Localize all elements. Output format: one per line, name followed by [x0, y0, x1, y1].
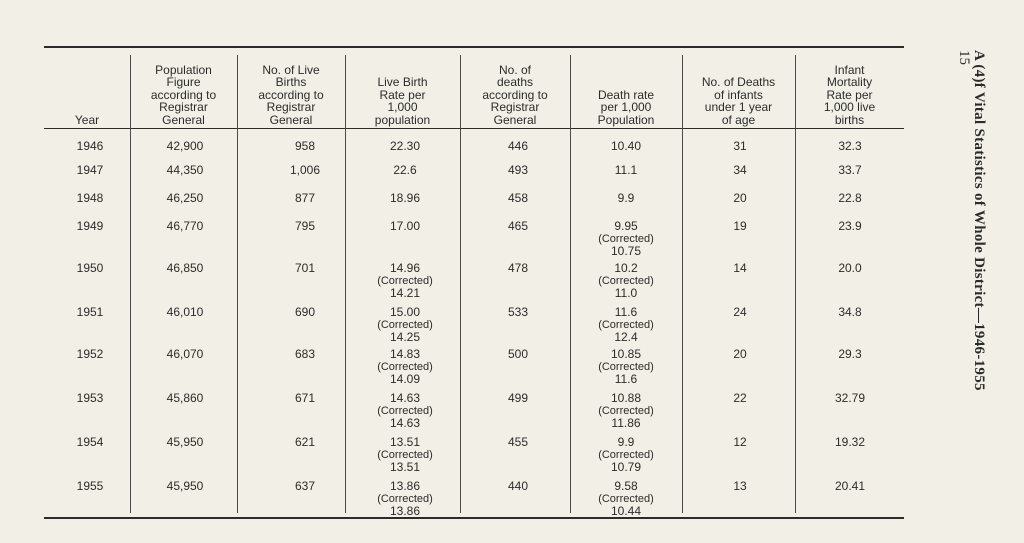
cell-birth_rate_corrected: 14.25: [389, 330, 421, 344]
cell-death_rate_corrected: 11.0: [614, 286, 638, 300]
corrected-label: (Corrected): [377, 275, 433, 287]
cell-deaths: 458: [507, 191, 529, 205]
header-year: [44, 52, 130, 128]
cell-population: 45,950: [166, 435, 204, 449]
header-label: No. of deaths according to Registrar General: [482, 62, 548, 127]
cell-live_births: 621: [294, 435, 316, 449]
table-header-rule: [44, 128, 904, 129]
cell-year: 1953: [76, 391, 104, 405]
cell-year: 1951: [76, 305, 104, 319]
cell-infant_mortality: 33.7: [838, 163, 862, 177]
cell-infant_mortality: 22.8: [838, 191, 862, 205]
cell-population: 45,950: [166, 479, 204, 493]
corrected-label: (Corrected): [377, 449, 433, 461]
cell-year: 1955: [76, 479, 104, 493]
corrected-label: (Corrected): [598, 405, 654, 417]
cell-live_births: 671: [294, 391, 316, 405]
cell-live_births: 958: [294, 139, 316, 153]
cell-infant_deaths: 22: [733, 391, 747, 405]
cell-year: 1950: [76, 261, 104, 275]
cell-infant_mortality: 29.3: [838, 347, 862, 361]
cell-infant_mortality: 20.41: [834, 479, 866, 493]
cell-birth_rate_corrected: 14.21: [389, 286, 421, 300]
cell-live_births: 690: [294, 305, 316, 319]
header-label: Year: [74, 112, 100, 127]
cell-deaths: 465: [507, 219, 529, 233]
cell-birth_rate_corrected: 14.09: [389, 372, 421, 386]
cell-population: 46,010: [166, 305, 204, 319]
cell-live_births: 683: [294, 347, 316, 361]
cell-death_rate_corrected: 11.6: [614, 372, 638, 386]
corrected-label: (Corrected): [598, 233, 654, 245]
corrected-label: (Corrected): [598, 493, 654, 505]
cell-population: 44,350: [166, 163, 204, 177]
corrected-label: (Corrected): [377, 405, 433, 417]
cell-infant_deaths: 20: [733, 191, 747, 205]
cell-death_rate: 9.95: [614, 219, 638, 233]
cell-infant_mortality: 32.79: [834, 391, 866, 405]
cell-death_rate_corrected: 10.79: [610, 460, 642, 474]
header-live_births: [237, 52, 345, 128]
page-number: 15: [956, 50, 972, 65]
cell-infant_mortality: 19.32: [834, 435, 866, 449]
cell-deaths: 493: [507, 163, 529, 177]
header-birth_rate: [345, 52, 460, 128]
header-infant_mortality: [795, 52, 904, 128]
corrected-label: (Corrected): [598, 275, 654, 287]
cell-infant_deaths: 31: [733, 139, 747, 153]
cell-death_rate_corrected: 10.44: [610, 504, 642, 518]
cell-death_rate: 10.40: [610, 139, 642, 153]
cell-year: 1946: [76, 139, 104, 153]
cell-death_rate: 9.58: [614, 479, 638, 493]
cell-year: 1949: [76, 219, 104, 233]
header-population: [130, 52, 237, 128]
header-infant_deaths: [682, 52, 795, 128]
cell-infant_mortality: 20.0: [838, 261, 862, 275]
cell-year: 1952: [76, 347, 104, 361]
cell-deaths: 455: [507, 435, 529, 449]
cell-infant_deaths: 20: [733, 347, 747, 361]
header-death_rate: [570, 52, 682, 128]
corrected-label: (Corrected): [598, 449, 654, 461]
cell-infant_mortality: 34.8: [838, 305, 862, 319]
cell-infant_deaths: 19: [733, 219, 747, 233]
cell-birth_rate: 13.51: [389, 435, 421, 449]
cell-deaths: 478: [507, 261, 529, 275]
cell-live_births: 637: [294, 479, 316, 493]
cell-death_rate: 10.88: [610, 391, 642, 405]
cell-birth_rate: 14.83: [389, 347, 421, 361]
cell-death_rate_corrected: 11.86: [611, 416, 641, 430]
cell-live_births: 701: [294, 261, 316, 275]
cell-population: 46,070: [166, 347, 204, 361]
cell-population: 46,770: [166, 219, 204, 233]
cell-birth_rate_corrected: 13.51: [389, 460, 421, 474]
cell-birth_rate_corrected: 14.63: [389, 416, 421, 430]
cell-birth_rate: 13.86: [389, 479, 421, 493]
cell-live_births: 1,006: [289, 163, 321, 177]
table-title: A (4)f Vital Statistics of Whole District—1946-1955: [971, 50, 987, 391]
cell-deaths: 499: [507, 391, 529, 405]
cell-birth_rate: 15.00: [389, 305, 421, 319]
cell-death_rate: 11.1: [614, 163, 638, 177]
header-deaths: [460, 52, 570, 128]
cell-population: 46,850: [166, 261, 204, 275]
cell-death_rate_corrected: 10.75: [610, 244, 642, 258]
cell-birth_rate: 17.00: [389, 219, 421, 233]
cell-birth_rate: 22.6: [393, 163, 417, 177]
cell-infant_deaths: 13: [733, 479, 747, 493]
header-label: Live Birth Rate per 1,000 population: [374, 75, 431, 127]
cell-population: 46,250: [166, 191, 204, 205]
cell-death_rate_corrected: 12.4: [614, 330, 638, 344]
table-bottom-rule: [44, 517, 904, 519]
header-label: No. of Deaths of infants under 1 year of age: [701, 75, 776, 127]
cell-deaths: 446: [507, 139, 529, 153]
cell-birth_rate: 18.96: [389, 191, 421, 205]
cell-year: 1954: [76, 435, 104, 449]
cell-death_rate: 10.2: [614, 261, 638, 275]
corrected-label: (Corrected): [377, 493, 433, 505]
cell-birth_rate_corrected: 13.86: [389, 504, 421, 518]
cell-population: 45,860: [166, 391, 204, 405]
cell-death_rate: 10.85: [610, 347, 642, 361]
corrected-label: (Corrected): [598, 361, 654, 373]
cell-infant_deaths: 14: [733, 261, 747, 275]
cell-deaths: 500: [507, 347, 529, 361]
cell-infant_deaths: 24: [733, 305, 747, 319]
cell-year: 1948: [76, 191, 104, 205]
cell-live_births: 877: [294, 191, 316, 205]
header-label: Population Figure according to Registrar General: [150, 62, 217, 127]
cell-infant_mortality: 32.3: [838, 139, 862, 153]
corrected-label: (Corrected): [377, 361, 433, 373]
cell-infant_mortality: 23.9: [838, 219, 862, 233]
cell-birth_rate: 14.63: [389, 391, 421, 405]
cell-infant_deaths: 34: [733, 163, 747, 177]
corrected-label: (Corrected): [598, 319, 654, 331]
cell-infant_deaths: 12: [733, 435, 747, 449]
corrected-label: (Corrected): [377, 319, 433, 331]
cell-birth_rate: 22.30: [389, 139, 421, 153]
cell-death_rate: 9.9: [617, 191, 635, 205]
header-label: No. of Live Births according to Registrar General: [258, 62, 324, 127]
cell-deaths: 533: [507, 305, 529, 319]
cell-population: 42,900: [166, 139, 204, 153]
cell-live_births: 795: [294, 219, 316, 233]
table-top-rule: [44, 46, 904, 48]
cell-death_rate: 11.6: [614, 305, 638, 319]
cell-birth_rate: 14.96: [389, 261, 421, 275]
header-label: Infant Mortality Rate per 1,000 live births: [823, 62, 876, 127]
cell-deaths: 440: [507, 479, 529, 493]
cell-year: 1947: [76, 163, 104, 177]
cell-death_rate: 9.9: [617, 435, 635, 449]
header-label: Death rate per 1,000 Population: [597, 87, 655, 127]
